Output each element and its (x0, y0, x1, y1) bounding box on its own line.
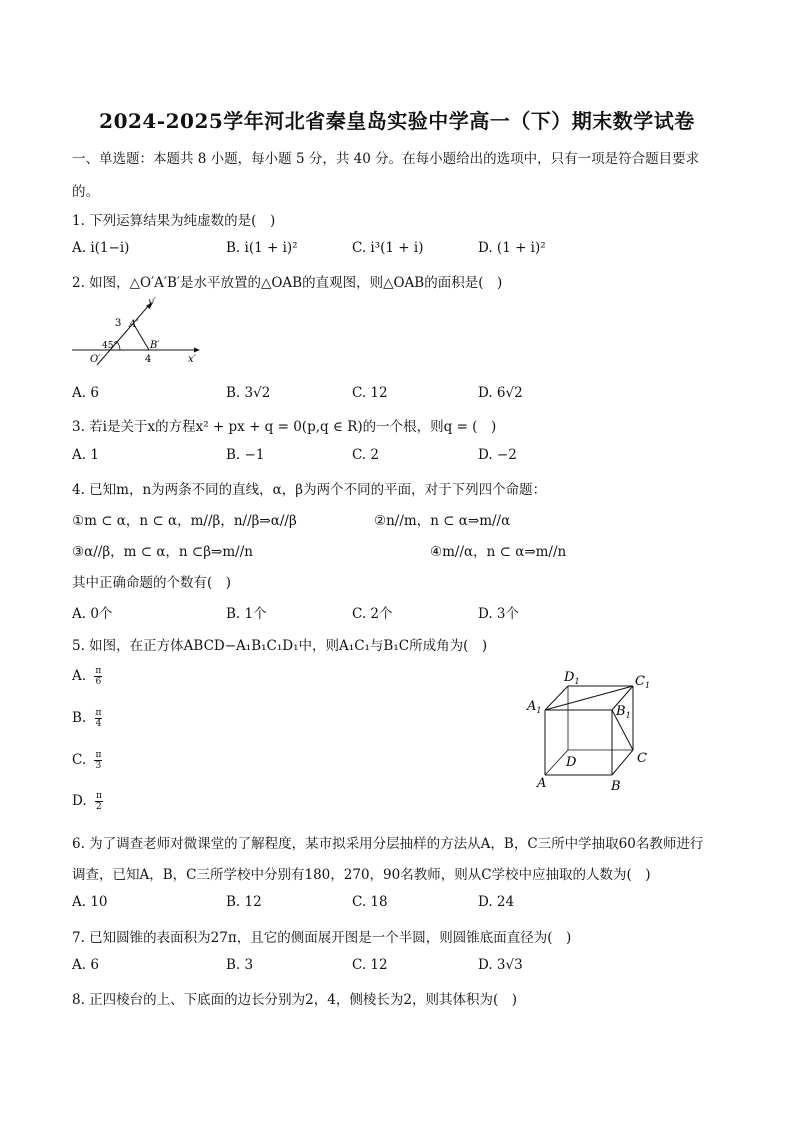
q5-option-c-fraction (94, 750, 102, 771)
q5-stem: 5. 如图，在正方体ABCD−A₁B₁C₁D₁中，则A₁C₁与B₁C所成角为( ) (72, 638, 488, 654)
q1-option-d: D. (1 + i)² (478, 240, 546, 256)
label-b: B (611, 779, 621, 794)
q4-proposition-1: ①m ⊂ α，n ⊂ α，m//β，n//β⇒α//β (72, 513, 297, 529)
q5-option-c-den: 3 (95, 761, 102, 771)
q5-option-d-letter: D. (72, 793, 87, 809)
q5-option-a-fraction (94, 666, 102, 687)
y-axis (97, 304, 150, 365)
label-a1: $A_1$ (527, 699, 542, 715)
q5-cube-figure (520, 662, 660, 794)
label-angle: 45° (102, 341, 118, 351)
label-a: A′ (129, 319, 139, 330)
q5-option-c-letter: C. (72, 752, 87, 768)
label-length-4: 4 (145, 354, 152, 365)
section-heading-line2: 的。 (72, 184, 99, 200)
q5-option-a-num: π (95, 666, 102, 676)
q4-options (72, 602, 632, 622)
q7-option-b: B. 3 (226, 957, 254, 973)
q5-option-a-den: 6 (95, 677, 102, 687)
q8-stem: 8. 正四棱台的上、下底面的边长分别为2，4，侧棱长为2，则其体积为( ) (72, 992, 517, 1008)
q6-stem-line1: 6. 为了调查老师对微课堂的了解程度，某市拟采用分层抽样的方法从A，B，C三所中学抽取60名教师进行 (72, 836, 704, 852)
q2-option-a: A. 6 (72, 385, 99, 401)
q7-options (72, 957, 632, 977)
q6-option-b: B. 12 (226, 894, 262, 910)
q6-options (72, 894, 632, 914)
q6-option-d: D. 24 (478, 894, 515, 910)
q4-proposition-3: ③α//β，m ⊂ α，n ⊂β⇒m//n (72, 544, 253, 560)
q5-option-b-fraction (95, 708, 103, 729)
q4-option-a: A. 0个 (72, 606, 113, 622)
q6-option-c: C. 18 (352, 894, 388, 910)
q3-stem: 3. 若i是关于x的方程x² + px + q = 0(p,q ∈ R)的一个根，则q = ( ) (72, 419, 497, 435)
label-length-3: 3 (115, 318, 122, 329)
q3-option-c: C. 2 (352, 447, 380, 463)
q4-question-tail: 其中正确命题的个数有( ) (72, 575, 232, 591)
q5-option-d-fraction (95, 791, 103, 812)
q5-option-d (72, 791, 103, 812)
q1-option-b: B. i(1 + i)² (226, 240, 298, 256)
q5-option-d-den: 2 (96, 802, 102, 812)
q7-option-d: D. 3√3 (478, 957, 523, 973)
q2-option-b: B. 3√2 (226, 385, 271, 401)
q5-option-b-num: π (95, 708, 102, 718)
q5-option-b-letter: B. (72, 710, 87, 726)
label-o: O′ (90, 354, 101, 365)
label-x-axis: x′ (188, 354, 196, 365)
page-title: 2024-2025学年河北省秦皇岛实验中学高一（下）期末数学试卷 (99, 109, 695, 133)
q2-figure (70, 294, 205, 370)
label-d: D (566, 755, 577, 770)
label-y-axis: y′ (148, 297, 156, 308)
q2-option-d: D. 6√2 (478, 385, 523, 401)
q7-option-a: A. 6 (72, 957, 99, 973)
label-d1: $D_1$ (564, 670, 580, 686)
q4-proposition-4: ④m//α，n ⊂ α⇒m//n (430, 544, 567, 560)
q1-option-c: C. i³(1 + i) (352, 240, 424, 256)
q1-stem: 1. 下列运算结果为纯虚数的是( ) (72, 213, 276, 229)
label-b: B′ (150, 340, 160, 351)
label-c: C (637, 751, 647, 766)
q4-option-d: D. 3个 (478, 606, 520, 622)
q3-option-d: D. −2 (478, 447, 517, 463)
q3-option-b: B. −1 (226, 447, 265, 463)
q2-option-c: C. 12 (352, 385, 388, 401)
q2-stem: 2. 如图，△O′A′B′是水平放置的△OAB的直观图，则△OAB的面积是( ) (72, 275, 503, 291)
q2-options (72, 385, 632, 405)
q5-option-a (72, 666, 102, 687)
q7-option-c: C. 12 (352, 957, 388, 973)
q1-option-a: A. i(1−i) (72, 240, 130, 256)
section-heading-line1: 一、单选题：本题共 8 小题，每小题 5 分，共 40 分。在每小题给出的选项中，只有一项是符合题目要求 (72, 151, 700, 167)
edge-b-c (612, 750, 633, 775)
q3-options (72, 447, 632, 467)
q5-option-c-num: π (95, 750, 102, 760)
edge-a-d (545, 750, 568, 775)
q5-option-b (72, 708, 102, 729)
q5-option-b-den: 4 (95, 719, 102, 729)
q3-option-a: A. 1 (72, 447, 99, 463)
q7-stem: 7. 已知圆锥的表面积为27π，且它的侧面展开图是一个半圆，则圆锥底面直径为( ) (72, 930, 572, 946)
q4-option-c: C. 2个 (352, 606, 393, 622)
x-axis-arrow (194, 348, 200, 353)
q6-option-a: A. 10 (72, 894, 108, 910)
label-b1: $B_1$ (616, 704, 631, 720)
label-c1: $C_1$ (635, 674, 651, 690)
q5-option-c (72, 750, 102, 771)
q4-option-b: B. 1个 (226, 606, 267, 622)
q5-option-a-letter: A. (72, 668, 87, 684)
q6-stem-line2: 调查，已知A，B，C三所学校中分别有180，270，90名教师，则从C学校中应抽取的人数为( ) (72, 867, 651, 883)
q1-options (72, 240, 632, 260)
q4-stem: 4. 已知m，n为两条不同的直线，α，β为两个不同的平面，对于下列四个命题： (72, 482, 547, 498)
q4-proposition-2: ②n//m，n ⊂ α⇒m//α (374, 513, 511, 529)
label-a: A (537, 776, 547, 791)
q5-option-d-num: π (95, 791, 102, 801)
